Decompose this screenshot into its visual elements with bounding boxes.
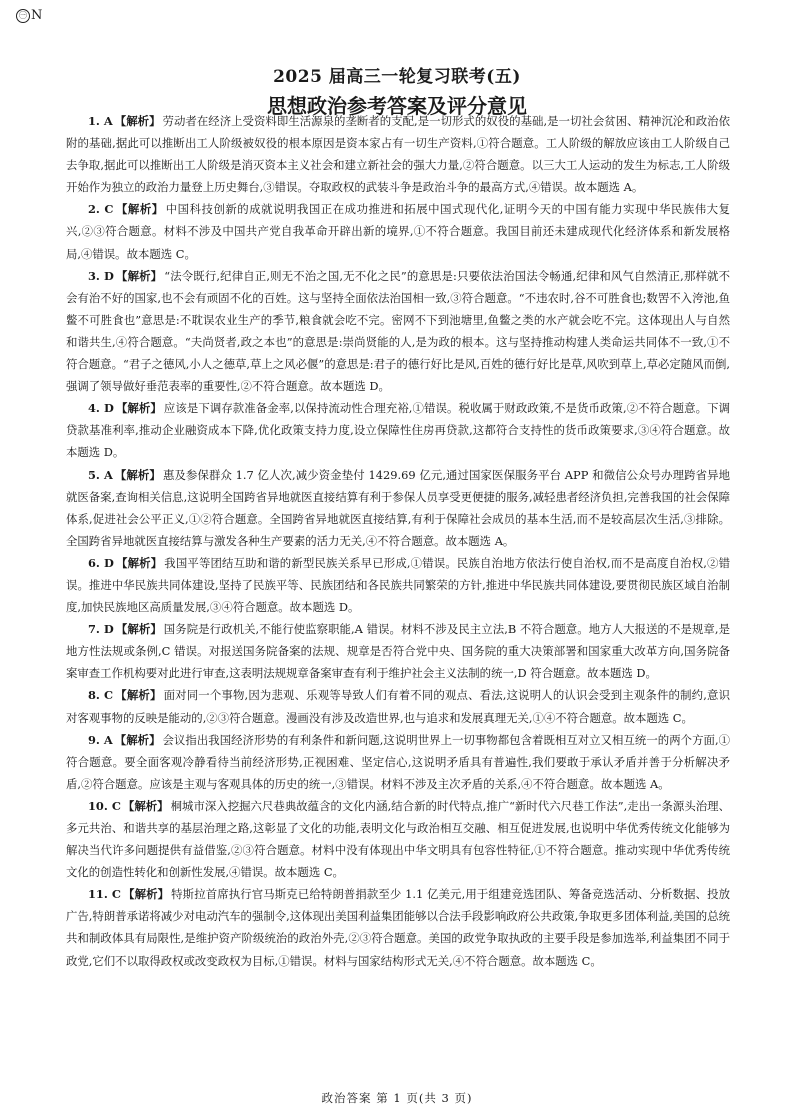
item-text: 劳动者在经济上受资料即生活源泉的垄断者的支配,是一切形式的奴役的基础,是一切社会贫困、精神沉沦和政治依附的基础,据此可以推断出工人阶级被奴役的根本原因是资本家占有一切生产资料,①符合题意。工人阶级的解放应该由工人阶级自己去争取,据此可以推断出工人阶级是消灭资本主义社会和建立新社会的强大力量,②符合题意。以三大工人运动的发生为标志,工人阶级开始作为独立的政治力量登上历史舞台,③错误。夺取政权的武装斗争是政治斗争的最高方式,④错误。故本题选 A。 xyxy=(66,114,730,195)
corner-mark xyxy=(16,8,42,23)
analysis-tag: 【解析】 xyxy=(115,401,162,416)
item-text: 桐城市深入挖掘六尺巷典故蕴含的文化内涵,结合新的时代特点,推广“新时代六尺巷工作法”,走出一条源头治理、多元共治、和谐共享的基层治理之路,这彰显了文化的功能,表明文化与政治相互交融、相互促进发展,也说明中华优秀传统文化能够为解决当代许多问题提供有益借鉴,②③符合题意。材料中没有体现出中华文明具有包容性特征,①不符合题意。推动实现中华优秀传统文化的创造性转化和创新性发展,④错误。故本题选 C。 xyxy=(66,798,730,880)
answer-item-9 xyxy=(66,729,730,795)
item-number: 9. A xyxy=(88,732,113,747)
answer-item-4 xyxy=(66,397,730,463)
analysis-tag: 【解析】 xyxy=(114,114,161,128)
item-text: 国务院是行政机关,不能行使监察职能,A 错误。材料不涉及民主立法,B 不符合题意。地方人大报送的不是规章,是地方性法规或条例,C 错误。对报送国务院备案的法规、规章是否符合党中央、国务院的重大决策部署和国家重大改革方向,国务院备案审查工作机构要对此进行审查,这表明法规规章备案审查有利于维护社会主义法制的统一,D 符合题意。故本题选 D。 xyxy=(66,622,730,681)
analysis-tag: 【解析】 xyxy=(115,688,162,703)
exam-title: 2025 届高三一轮复习联考(五) xyxy=(273,67,521,87)
analysis-tag: 【解析】 xyxy=(122,887,170,902)
item-number: 8. C xyxy=(88,688,114,703)
item-text: 我国平等团结互助和谐的新型民族关系早已形成,①错误。民族自治地方依法行使自治权,而不是高度自治权,②错误。推进中华民族共同体建设,坚持了民族平等、民族团结和各民族共同繁荣的方针,推进中华民族共同体建设,要贯彻民族区域自治制度,加快民族地区高质量发展,③④符合题意。故本题选 D。 xyxy=(66,555,730,615)
page-footer: 政治答案 第 1 页(共 3 页) xyxy=(321,1091,473,1105)
analysis-tag: 【解析】 xyxy=(114,467,161,482)
answer-item-8 xyxy=(66,684,730,728)
corner-letter: N xyxy=(31,8,43,23)
answer-item-7 xyxy=(66,618,730,684)
circle-mark-icon: ㊀ xyxy=(16,9,30,23)
item-number: 3. D xyxy=(88,268,114,283)
item-text: “法令既行,纪律自正,则无不治之国,无不化之民”的意思是:只要依法治国法令畅通,纪律和风气自然清正,那样就不会有治不好的国家,也不会有顽固不化的百姓。这与坚持全面依法治国相一致,③符合题意。“不违农时,谷不可胜食也;数罟不入洿池,鱼鳖不可胜食也”意思是:不耽误农业生产的季节,粮食就会吃不完。密网不下到池塘里,鱼鳖之类的水产就会吃不完。这体现出人与自然和谐共生,④符合题意。“夫尚贤者,政之本也”的意思是:崇尚贤能的人,是为政的根本。这与坚持推动构建人类命运共同体不一致,①不符合题意。“君子之德风,小人之德草,草上之风必偃”的意思是:君子的德行好比是风,百姓的德行好比是草,风吹到草上,草必定随风而倒,强调了领导做好垂范表率的重要性,②不符合题意。故本题选 D。 xyxy=(66,268,730,394)
item-number: 11. C xyxy=(88,887,121,902)
item-text: 特斯拉首席执行官马斯克已给特朗普捐款至少 1.1 亿美元,用于组建竞选团队、筹备竞选活动、分析数据、投放广告,特朗普承诺将减少对电动汽车的强制令,这体现出美国利益集团能够以合法手段影响政府公共政策,争取更多团体利益,美国的总统共和制政体具有局限性,是维护资产阶级统治的政治外壳,②③符合题意。美国的政党争取执政的主要手段是参加选举,利益集团不同于政党,它们不以取得政权或改变政权为目标,①错误。材料与国家结构形式无关,④不符合题意。故本题选 C。 xyxy=(66,887,730,968)
item-text: 惠及参保群众 1.7 亿人次,减少资金垫付 1429.69 亿元,通过国家医保服务平台 APP 和微信公众号办理跨省异地就医备案,查询相关信息,这说明全国跨省异地就医直接结算有利于参保人员享受更便捷的服务,减轻患者经济负担,完善我国的社会保障体系,促进社会公平正义,①②符合题意。全国跨省异地就医直接结算,有利于保障社会成员的基本生活,而不是较高层次生活,③排除。全国跨省异地就医直接结算与激发各种生产要素的活力无关,④不符合题意。故本题选 A。 xyxy=(66,467,730,548)
item-number: 7. D xyxy=(88,622,114,637)
analysis-tag: 【解析】 xyxy=(114,732,161,747)
item-text: 面对同一个事物,因为悲观、乐观等导致人们有着不同的观点、看法,这说明人的认识会受到主观条件的制约,意识对客观事物的反映是能动的,②③符合题意。漫画没有涉及改造世界,也与追求和发展真理无关,①④不符合题意。故本题选 C。 xyxy=(66,688,730,725)
item-number: 2. C xyxy=(88,202,114,217)
answer-item-5 xyxy=(66,464,730,552)
answer-item-11 xyxy=(66,883,730,971)
analysis-tag: 【解析】 xyxy=(122,798,169,813)
analysis-tag: 【解析】 xyxy=(115,555,163,570)
item-number: 1. A xyxy=(88,114,113,128)
answer-item-3 xyxy=(66,265,730,398)
item-number: 10. C xyxy=(88,798,121,813)
item-text: 应该是下调存款准备金率,以保持流动性合理充裕,①错误。税收属于财政政策,不是货币政策,②不符合题意。下调贷款基准利率,推动企业融资成本下降,优化政策支持力度,设立保障性住房再贷款,这都符合支持性的货币政策要求,③④符合题意。故本题选 D。 xyxy=(66,401,730,460)
answer-subtitle: 思想政治参考答案及评分意见 xyxy=(267,94,527,118)
answer-item-10 xyxy=(66,795,730,883)
answer-item-6 xyxy=(66,552,730,618)
item-text: 会议指出我国经济形势的有利条件和新问题,这说明世界上一切事物都包含着既相互对立又相互统一的两个方面,①符合题意。要全面客观冷静看待当前经济形势,正视困难、坚定信心,这说明矛盾具有普遍性,我们要敢于承认矛盾并善于分析解决矛盾,②符合题意。应该是主观与客观具体的历史的统一,③错误。材料不涉及主次矛盾的关系,④不符合题意。故本题选 A。 xyxy=(66,732,730,791)
analysis-tag: 【解析】 xyxy=(115,622,162,637)
analysis-tag: 【解析】 xyxy=(115,268,163,283)
analysis-tag: 【解析】 xyxy=(115,202,164,217)
item-text: 中国科技创新的成就说明我国正在成功推进和拓展中国式现代化,证明今天的中国有能力实现中华民族伟大复兴,②③符合题意。材料不涉及中国共产党自我革命开辟出新的境界,①不符合题意。我国目前还未建成现代化经济体系和新发展格局,④错误。故本题选 C。 xyxy=(66,202,730,261)
item-number: 4. D xyxy=(88,401,114,416)
item-number: 6. D xyxy=(88,555,114,570)
answer-item-2 xyxy=(66,198,730,264)
answer-item-1 xyxy=(66,110,730,198)
answer-list xyxy=(66,110,730,972)
item-number: 5. A xyxy=(88,467,113,482)
